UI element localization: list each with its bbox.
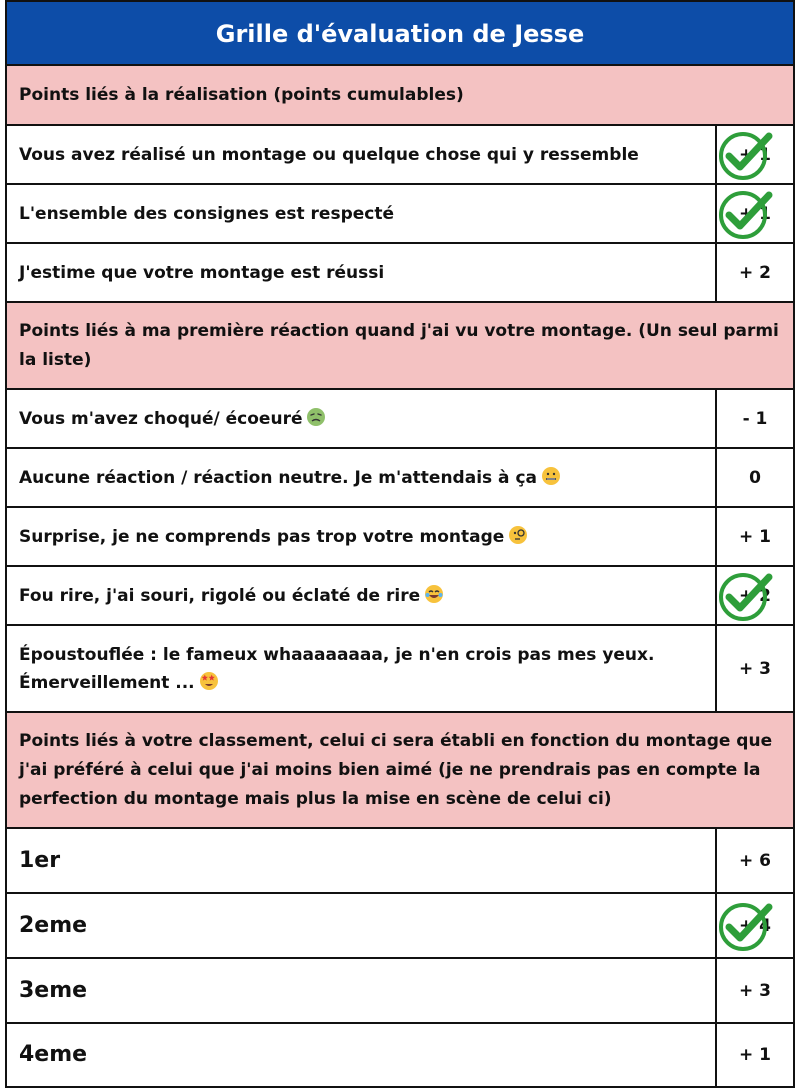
points-cell bbox=[716, 828, 794, 893]
page-title: Grille d'évaluation de Jesse bbox=[5, 0, 795, 64]
points-cell bbox=[716, 125, 794, 184]
points-cell bbox=[716, 893, 794, 958]
check-mark-icon bbox=[717, 901, 775, 951]
table-row bbox=[6, 184, 794, 243]
nauseated-face-icon bbox=[306, 407, 326, 427]
criterion-text: Aucune réaction / réaction neutre. Je m'attendais à ça bbox=[19, 467, 537, 488]
section-header-reaction bbox=[6, 302, 794, 389]
points-value: + 1 bbox=[738, 526, 771, 547]
criterion-label: J'estime que votre montage est réussi bbox=[6, 243, 716, 302]
section-title: Points liés à la réalisation (points cumulables) bbox=[6, 65, 794, 125]
criterion-text: Époustouflée : le fameux whaaaaaaaa, je n'en crois pas mes yeux. Émerveillement ... bbox=[19, 644, 655, 693]
table-row bbox=[6, 507, 794, 566]
evaluation-table bbox=[5, 64, 795, 1088]
points-cell bbox=[716, 625, 794, 712]
points-value: + 1 bbox=[738, 203, 771, 224]
check-mark-icon bbox=[717, 189, 775, 239]
points-value: + 1 bbox=[738, 144, 771, 165]
points-cell bbox=[716, 448, 794, 507]
table-row bbox=[6, 566, 794, 625]
points-value: + 3 bbox=[738, 658, 771, 679]
rank-label: 4eme bbox=[6, 1023, 716, 1087]
points-cell bbox=[716, 1023, 794, 1087]
points-value: - 1 bbox=[742, 408, 768, 429]
table-row bbox=[6, 389, 794, 448]
criterion-label bbox=[6, 566, 716, 625]
points-cell bbox=[716, 958, 794, 1023]
table-row bbox=[6, 893, 794, 958]
table-row bbox=[6, 958, 794, 1023]
criterion-label bbox=[6, 507, 716, 566]
criterion-label bbox=[6, 448, 716, 507]
points-value: + 4 bbox=[738, 915, 771, 936]
criterion-label bbox=[6, 389, 716, 448]
points-value: + 1 bbox=[738, 1045, 771, 1065]
section-header-classement bbox=[6, 712, 794, 828]
section-title: Points liés à ma première réaction quand j'ai vu votre montage. (Un seul parmi la liste) bbox=[6, 302, 794, 389]
points-value: + 2 bbox=[738, 585, 771, 606]
monocle-face-icon bbox=[508, 525, 528, 545]
points-cell bbox=[716, 507, 794, 566]
rank-label: 2eme bbox=[6, 893, 716, 958]
points-cell bbox=[716, 389, 794, 448]
zipper-mouth-face-icon bbox=[541, 466, 561, 486]
criterion-label: L'ensemble des consignes est respecté bbox=[6, 184, 716, 243]
points-cell bbox=[716, 184, 794, 243]
table-row bbox=[6, 828, 794, 893]
criterion-text: Surprise, je ne comprends pas trop votre montage bbox=[19, 526, 505, 547]
table-row bbox=[6, 448, 794, 507]
check-mark-icon bbox=[717, 571, 775, 621]
points-value: 0 bbox=[749, 467, 761, 488]
points-cell bbox=[716, 243, 794, 302]
points-cell bbox=[716, 566, 794, 625]
section-header-realisation bbox=[6, 65, 794, 125]
check-mark-icon bbox=[717, 130, 775, 180]
criterion-text: Fou rire, j'ai souri, rigolé ou éclaté de rire bbox=[19, 585, 421, 606]
table-row bbox=[6, 625, 794, 712]
table-row bbox=[6, 243, 794, 302]
rank-label: 3eme bbox=[6, 958, 716, 1023]
star-struck-face-icon bbox=[199, 671, 219, 691]
table-row bbox=[6, 125, 794, 184]
points-value: + 2 bbox=[738, 262, 771, 283]
points-value: + 6 bbox=[738, 850, 771, 871]
rank-label: 1er bbox=[6, 828, 716, 893]
criterion-label: Vous avez réalisé un montage ou quelque chose qui y ressemble bbox=[6, 125, 716, 184]
points-value: + 3 bbox=[738, 980, 771, 1001]
criterion-label bbox=[6, 625, 716, 712]
table-row bbox=[6, 1023, 794, 1087]
criterion-text: Vous m'avez choqué/ écoeuré bbox=[19, 408, 303, 429]
section-title: Points liés à votre classement, celui ci sera établi en fonction du montage que j'ai préféré à celui que j'ai moins bien aimé (je ne prendrais pas en compte la perfection du montage mais plus la mise en scène de celui ci) bbox=[6, 712, 794, 828]
tears-of-joy-face-icon bbox=[424, 584, 444, 604]
